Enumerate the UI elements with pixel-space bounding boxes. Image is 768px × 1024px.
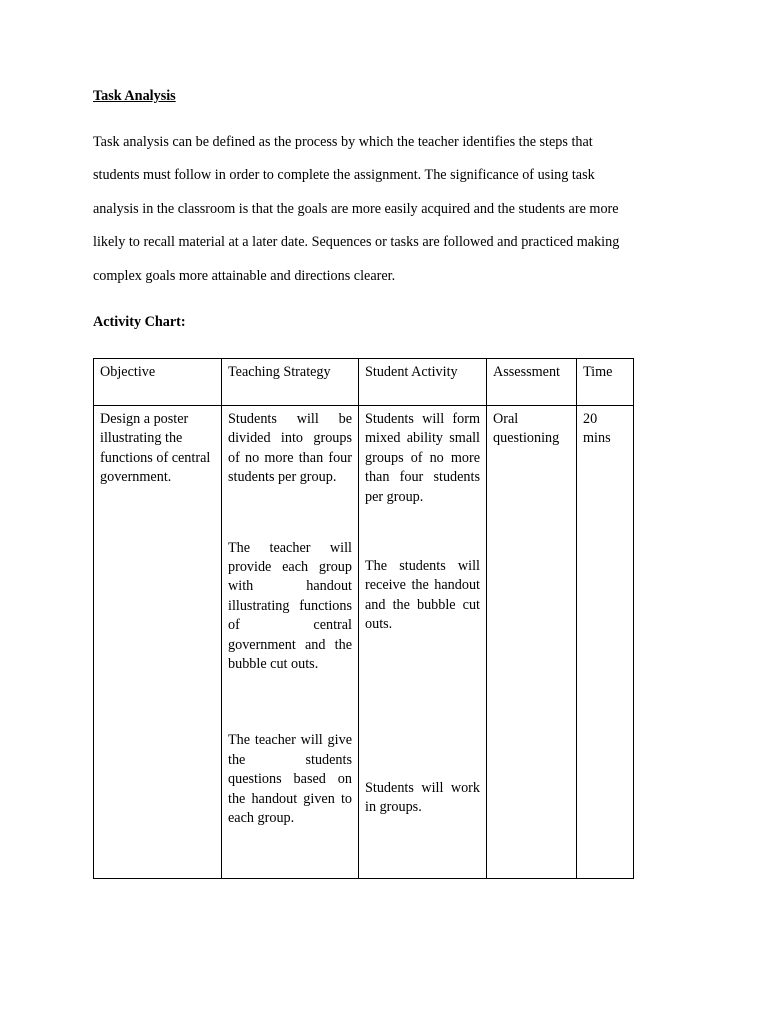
student-activity-step: Students will form mixed ability small groups of no more than four students per group. [365,411,480,505]
intro-paragraph-line: Task analysis can be defined as the process by which the teacher identifies the steps that [93,134,593,150]
cell-assessment [487,406,577,879]
cell-objective [94,406,222,879]
intro-paragraph-line: analysis in the classroom is that the goals are more easily acquired and the students are more [93,201,619,217]
cell-time [577,406,634,879]
header-assessment: Assessment [487,359,577,406]
student-activity-step: The students will receive the handout and the bubble cut outs. [365,558,480,633]
teaching-strategy-step: The teacher will give the students questions based on the handout given to each group. [228,732,352,827]
activity-chart-table [93,358,634,879]
teaching-strategy-step: The teacher will provide each group with handout illustrating functions of central government and the bubble cut outs. [228,539,352,673]
intro-paragraph-line: complex goals more attainable and directions clearer. [93,268,396,284]
activity-chart-heading: Activity Chart: [93,314,186,330]
cell-teaching-strategy [222,406,359,879]
student-activity-step: Students will work in groups. [365,779,480,816]
table-header-row [94,359,634,406]
page-title: Task Analysis [93,88,176,104]
header-time: Time [577,359,634,406]
header-teaching-strategy: Teaching Strategy [222,359,359,406]
assessment-text: Oral questioning [493,411,560,447]
intro-paragraph-line: students must follow in order to complete the assignment. The significance of using task [93,167,595,183]
time-text: 20 mins [583,411,611,447]
table-row [94,406,634,879]
teaching-strategy-step: Students will be divided into groups of no more than four students per group. [228,411,352,486]
header-objective: Objective [94,359,222,406]
header-student-activity: Student Activity [359,359,487,406]
objective-text: Design a poster illustrating the functions of central government. [100,411,211,486]
intro-paragraph-line: likely to recall material at a later date. Sequences or tasks are followed and practiced making [93,234,620,250]
cell-student-activity [359,406,487,879]
